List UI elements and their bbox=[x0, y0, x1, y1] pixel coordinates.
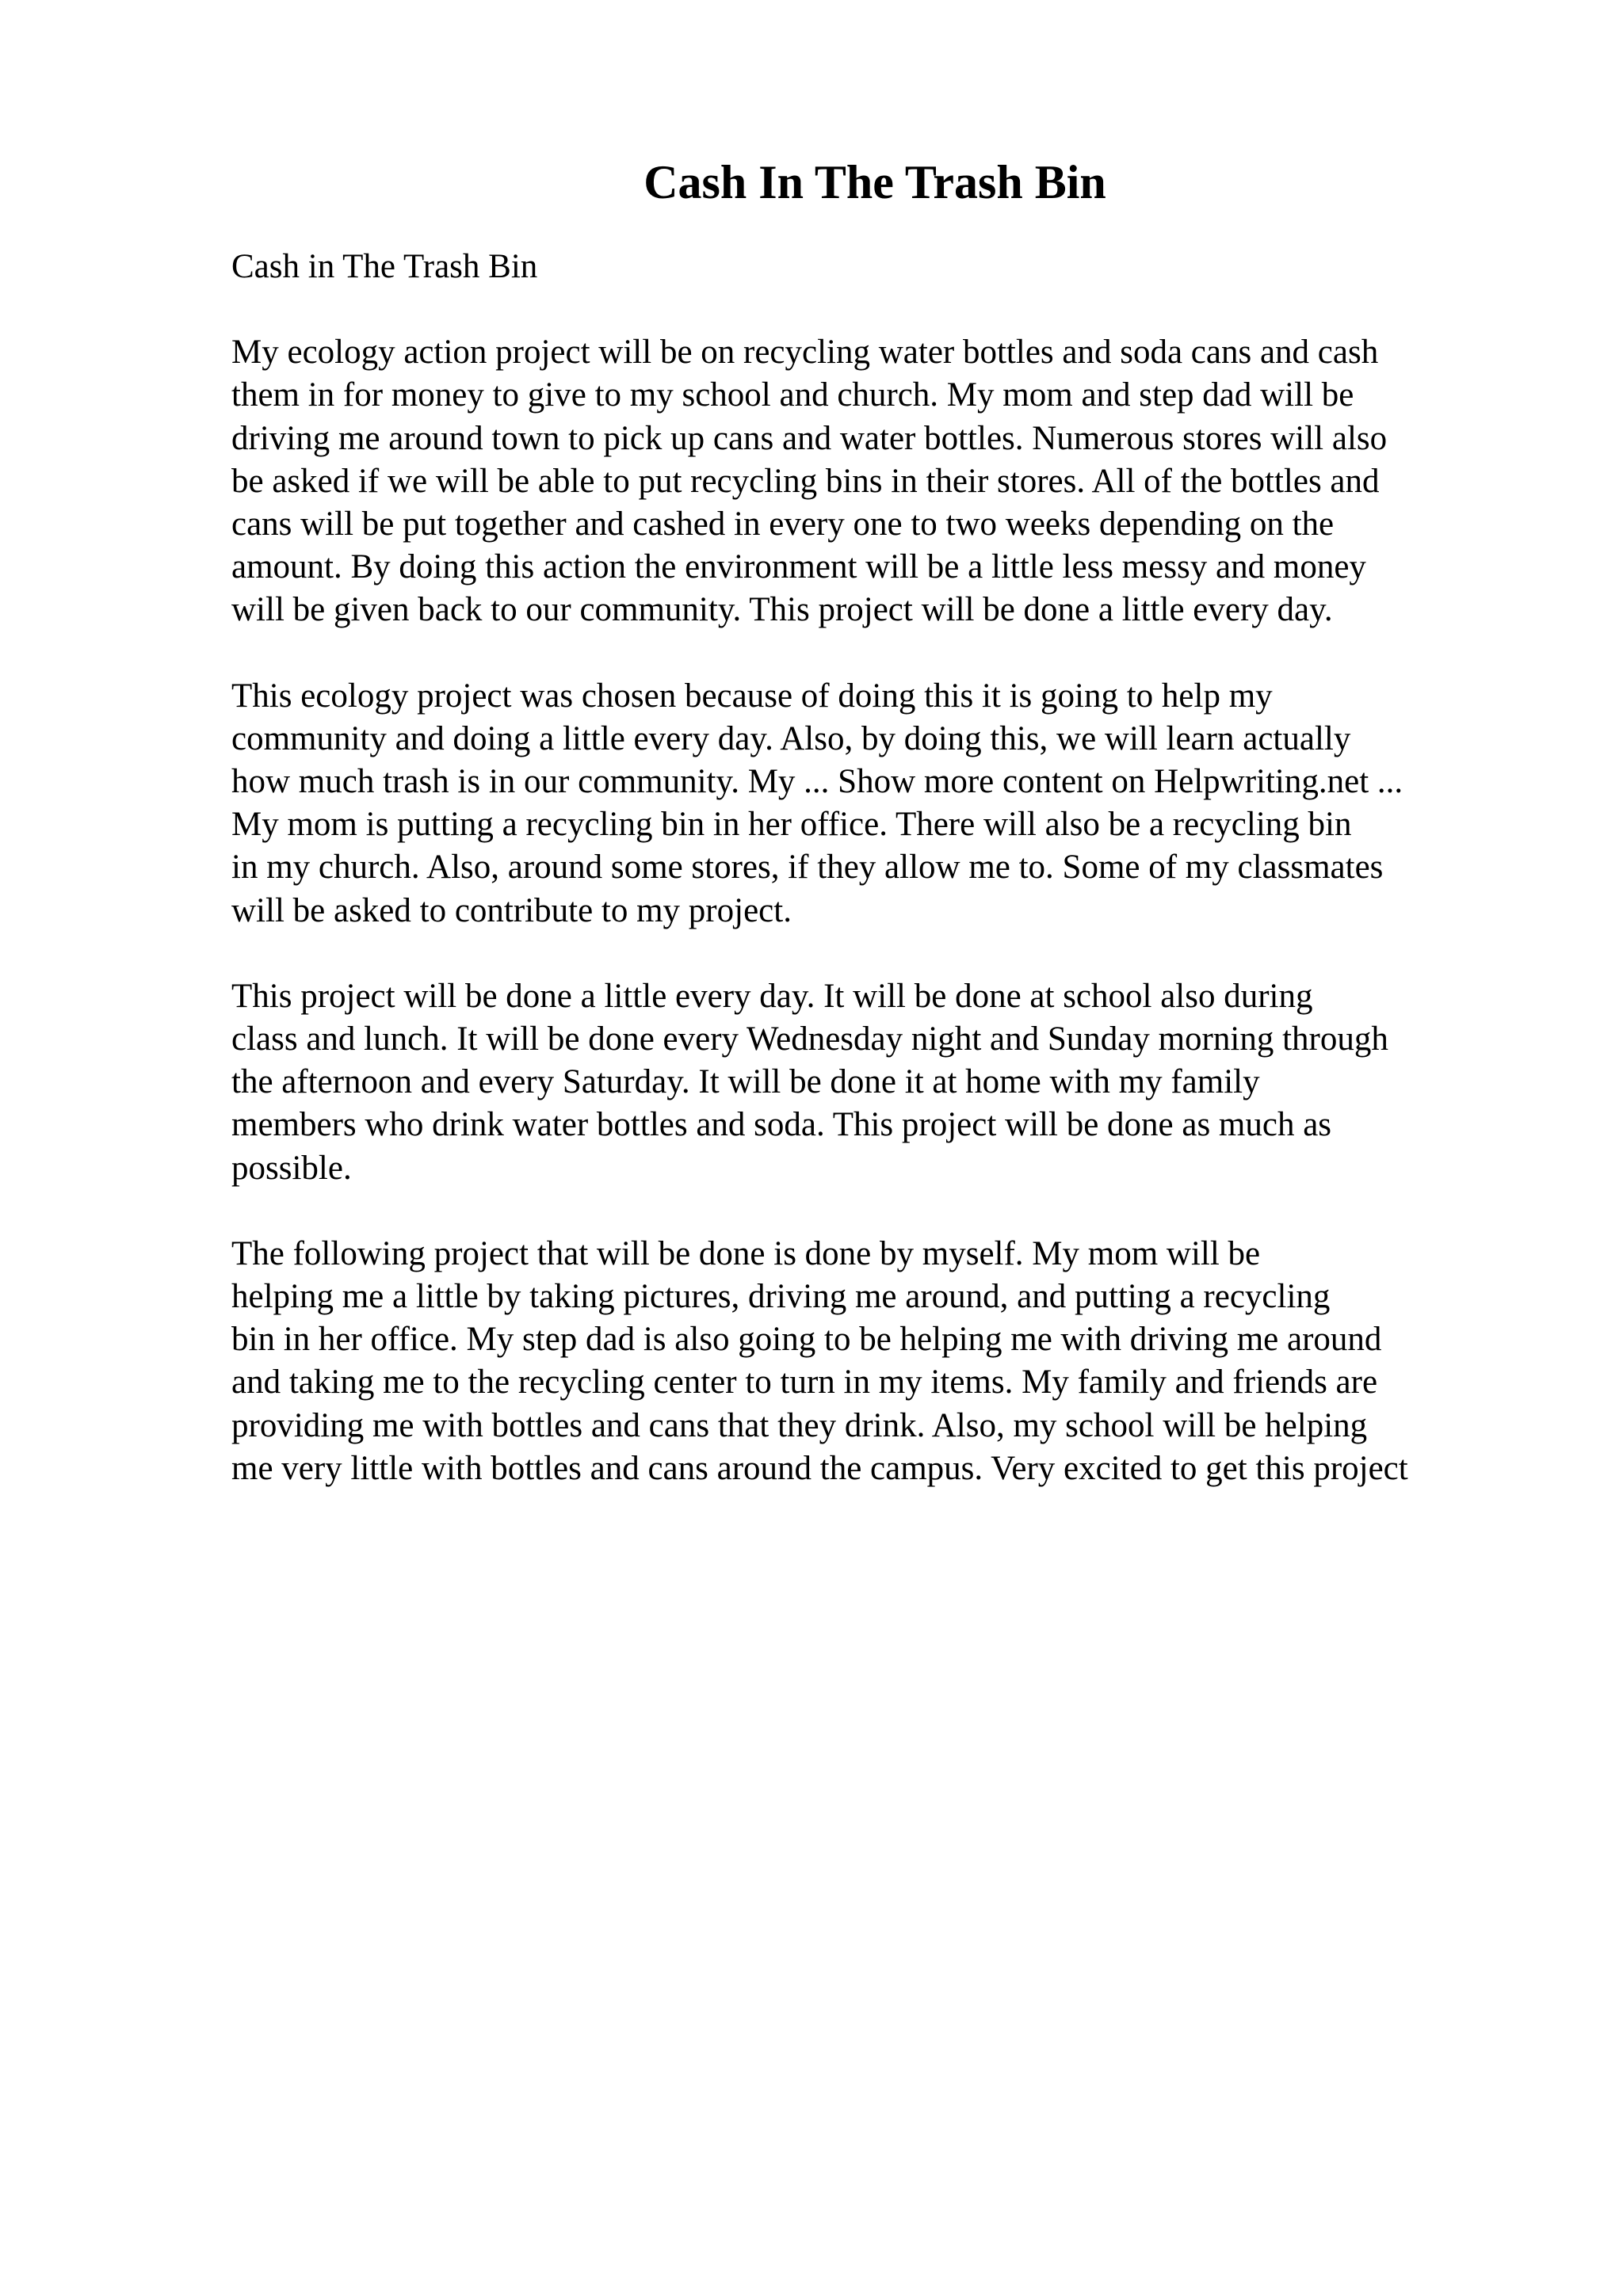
paragraph-4 bbox=[231, 1233, 1610, 1490]
text-line: be asked if we will be able to put recycling bins in their stores. All of the bottles and bbox=[231, 462, 1380, 500]
text-line: in my church. Also, around some stores, if they allow me to. Some of my classmates bbox=[231, 849, 1384, 887]
text-line: providing me with bottles and cans that they drink. Also, my school will be helping bbox=[231, 1406, 1368, 1444]
text-line: driving me around town to pick up cans and water bottles. Numerous stores will also bbox=[231, 419, 1388, 457]
paragraph-1 bbox=[231, 331, 1610, 631]
text-line: possible. bbox=[231, 1149, 352, 1187]
text-line: amount. By doing this action the environment will be a little less messy and money bbox=[231, 548, 1366, 586]
text-line: My ecology action project will be on recycling water bottles and soda cans and cash bbox=[231, 334, 1379, 372]
text-line: class and lunch. It will be done every Wednesday night and Sunday morning through bbox=[231, 1020, 1388, 1058]
paragraph-2 bbox=[231, 675, 1610, 933]
document-body bbox=[231, 246, 1610, 1533]
text-line: My mom is putting a recycling bin in her office. There will also be a recycling bin bbox=[231, 806, 1352, 844]
text-line: and taking me to the recycling center to turn in my items. My family and friends are bbox=[231, 1363, 1378, 1402]
text-line: members who drink water bottles and soda. This project will be done as much as bbox=[231, 1106, 1332, 1144]
text-line: helping me a little by taking pictures, driving me around, and putting a recycling bbox=[231, 1278, 1331, 1316]
text-line: cans will be put together and cashed in every one to two weeks depending on the bbox=[231, 505, 1335, 543]
text-line: me very little with bottles and cans around the campus. Very excited to get this project bbox=[231, 1449, 1408, 1487]
text-line: the afternoon and every Saturday. It will be done it at home with my family bbox=[231, 1063, 1260, 1101]
text-line: The following project that will be done is done by myself. My mom will be bbox=[231, 1234, 1261, 1272]
document-title: Cash In The Trash Bin bbox=[643, 156, 1106, 208]
text-line: will be given back to our community. This project will be done a little every day. bbox=[231, 591, 1333, 629]
text-line: This project will be done a little every day. It will be done at school also during bbox=[231, 977, 1313, 1015]
text-line: community and doing a little every day. Also, by doing this, we will learn actually bbox=[231, 719, 1351, 757]
text-line: bin in her office. My step dad is also going to be helping me with driving me around bbox=[231, 1321, 1382, 1359]
document-subtitle: Cash in The Trash Bin bbox=[231, 248, 538, 285]
text-line: them in for money to give to my school and church. My mom and step dad will be bbox=[231, 376, 1354, 414]
paragraph-3 bbox=[231, 975, 1610, 1190]
text-line: how much trash is in our community. My ... Show more content on Helpwriting.net ... bbox=[231, 763, 1403, 801]
text-line: This ecology project was chosen because of doing this it is going to help my bbox=[231, 677, 1273, 715]
text-line: will be asked to contribute to my project. bbox=[231, 891, 792, 929]
